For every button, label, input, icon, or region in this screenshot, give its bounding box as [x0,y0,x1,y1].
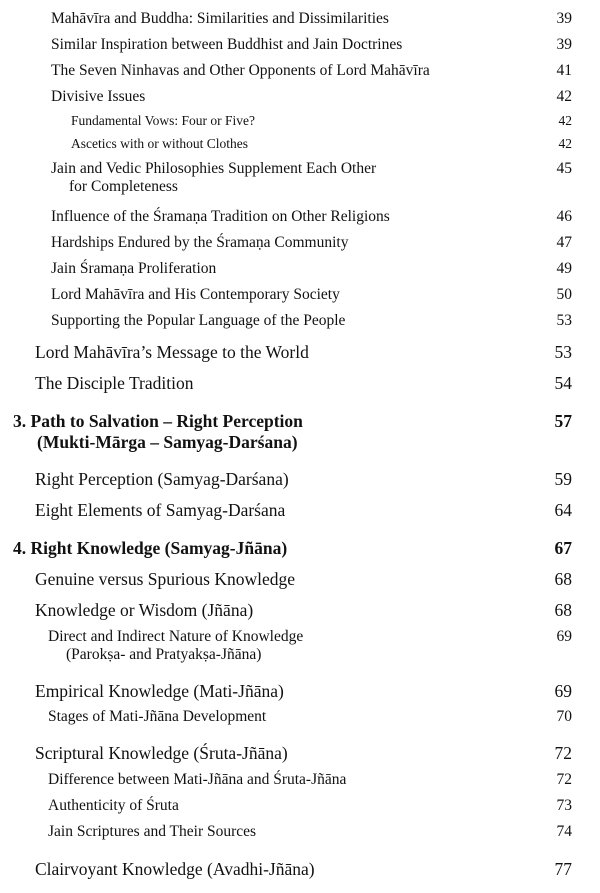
toc-entry-page: 50 [556,286,572,303]
toc-entry-page: 42 [558,113,572,128]
toc-chapter-page: 67 [554,538,572,558]
toc-entry-title: Knowledge or Wisdom (Jñāna) [35,600,254,620]
toc-entry-page: 39 [556,10,572,27]
toc-entry-title: Authenticity of Śruta [48,797,179,814]
toc-entry-title: Supporting the Popular Language of the People [51,312,346,329]
toc-entry-title: Clairvoyant Knowledge (Avadhi-Jñāna) [35,859,315,879]
toc-chapter-page: 57 [554,411,572,431]
toc-entry-title: Lord Mahāvīra and His Contemporary Society [51,286,340,303]
toc-entry-title: Similar Inspiration between Buddhist and Jain Doctrines [51,36,403,53]
toc-entry-page: 41 [556,62,572,79]
toc-entry-page: 54 [554,373,572,393]
toc-entry-title: Jain Śramaṇa Proliferation [51,260,217,277]
toc-entry-page: 46 [556,208,572,225]
toc-entry-page: 74 [556,823,572,840]
toc-entry-title: Hardships Endured by the Śramaṇa Community [51,234,349,251]
toc-entry-page: 53 [554,342,572,362]
toc-entry-page: 68 [554,569,572,589]
toc-chapter-title: 4. Right Knowledge (Samyag-Jñāna) [13,538,288,558]
toc-entry-page: 42 [558,136,572,151]
toc-entry-title: Direct and Indirect Nature of Knowledge (Parokṣa- and Pratyakṣa-Jñāna) [48,628,304,664]
toc-entry-page: 77 [554,859,572,879]
toc-entry-title: Ascetics with or without Clothes [71,136,248,151]
toc-entry-page: 68 [554,600,572,620]
toc-entry-title: Empirical Knowledge (Mati-Jñāna) [35,681,284,701]
toc-entry-title: The Disciple Tradition [35,373,194,393]
toc-entry-page: 47 [556,234,572,251]
toc-entry-page: 49 [556,260,572,277]
toc-entry-title: Influence of the Śramaṇa Tradition on Other Religions [51,208,390,225]
toc-entry-page: 70 [556,708,572,725]
toc-entry-page: 72 [556,771,572,788]
toc-entry-title: Genuine versus Spurious Knowledge [35,569,296,589]
toc-entry-title: Fundamental Vows: Four or Five? [71,113,255,128]
toc-entry-page: 45 [556,160,572,177]
toc-entry-title: Right Perception (Samyag-Darśana) [35,469,289,489]
toc-entry-page: 39 [556,36,572,53]
toc-entry-title: Difference between Mati-Jñāna and Śruta-Jñāna [48,771,347,788]
toc-entry-title: Eight Elements of Samyag-Darśana [35,500,286,520]
toc-entry-title: Lord Mahāvīra’s Message to the World [35,342,309,362]
toc-entry-title: Jain and Vedic Philosophies Supplement Each Other for Completeness [51,160,377,196]
toc-entry-page: 73 [556,797,572,814]
toc-entry-title: Jain Scriptures and Their Sources [48,823,257,840]
toc-entry-title: Mahāvīra and Buddha: Similarities and Dissimilarities [51,10,389,27]
toc-entry-page: 53 [556,312,572,329]
toc-entry-title: The Seven Ninhavas and Other Opponents of Lord Mahāvīra [51,62,430,79]
toc-entry-page: 69 [554,681,572,701]
toc-entry-title: Stages of Mati-Jñāna Development [48,708,267,725]
toc-entry-page: 64 [554,500,572,520]
toc-entry-title: Divisive Issues [51,88,146,105]
toc-entry-title: Scriptural Knowledge (Śruta-Jñāna) [35,743,288,763]
toc-entry-page: 72 [554,743,572,763]
toc-entry-page: 59 [554,469,572,489]
toc-chapter-title: 3. Path to Salvation – Right Perception (Mukti-Mārga – Samyag-Darśana) [13,411,303,452]
toc-entry-page: 69 [556,628,572,645]
toc-entry-page: 42 [556,88,572,105]
